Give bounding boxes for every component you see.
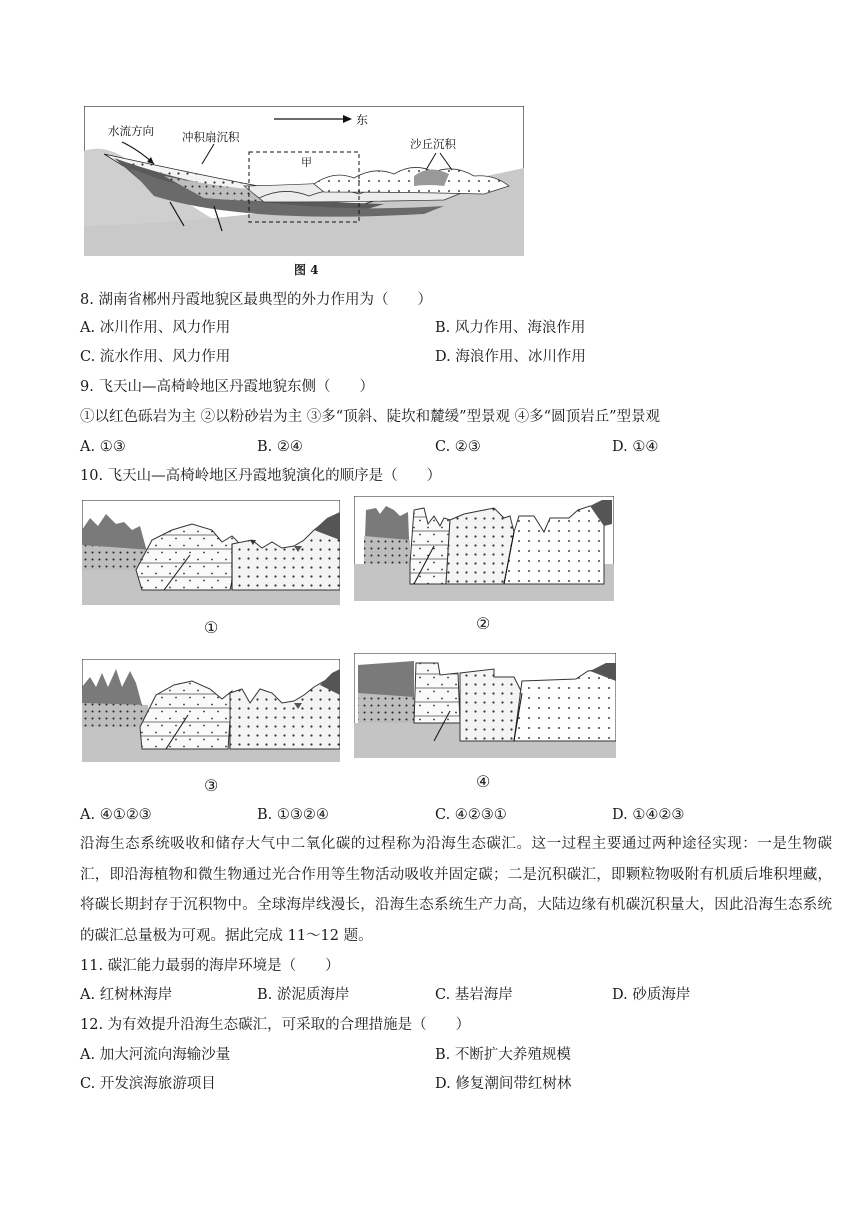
q8-stem: 8. 湖南省郴州丹霞地貌区最典型的外力作用为（ ）	[80, 292, 432, 308]
q12-option-b[interactable]: B. 不断扩大养殖规模	[435, 1047, 571, 1063]
q10-panel-4-label: ④	[476, 772, 491, 791]
q9-option-d[interactable]: D. ①④	[612, 439, 659, 455]
q12-option-c[interactable]: C. 开发滨海旅游项目	[80, 1076, 216, 1092]
figure-4-diagram	[84, 106, 524, 256]
q11-option-c[interactable]: C. 基岩海岸	[435, 987, 513, 1003]
q8-option-d[interactable]: D. 海浪作用、冰川作用	[435, 349, 586, 365]
q11-stem: 11. 碳汇能力最弱的海岸环境是（ ）	[80, 958, 340, 974]
q10-panel-4	[354, 653, 616, 758]
jia-label: 甲	[301, 156, 312, 169]
q10-stem: 10. 飞天山—高椅岭地区丹霞地貌演化的顺序是（ ）	[80, 468, 442, 484]
q10-option-d[interactable]: D. ①④②③	[612, 807, 685, 823]
q8-option-a[interactable]: A. 冰川作用、风力作用	[80, 320, 231, 336]
q9-option-b[interactable]: B. ②④	[257, 439, 303, 455]
q12-stem: 12. 为有效提升沿海生态碳汇，可采取的合理措施是（ ）	[80, 1017, 471, 1033]
reading-passage: 沿海生态系统吸收和储存大气中二氧化碳的过程称为沿海生态碳汇。这一过程主要通过两种途径实现：一是生物碳汇，即沿海植物和微生物通过光合作用等生物活动吸收并固定碳；二是沉积碳汇，即颗粒物吸附有机质后堆积埋藏，将碳长期封存于沉积物中。全球海岸线漫长，沿海生态系统生产力高，大陆边缘有机碳沉积量大，因此沿海生态系统的碳汇总量极为可观。据此完成 11～12 题。	[80, 836, 832, 944]
q12-option-a[interactable]: A. 加大河流向海输沙量	[80, 1047, 231, 1063]
q10-panel-1	[82, 500, 340, 605]
q9-stem: 9. 飞天山—高椅岭地区丹霞地貌东侧（ ）	[80, 379, 374, 395]
q9-option-c[interactable]: C. ②③	[435, 439, 481, 455]
q11-option-a[interactable]: A. 红树林海岸	[80, 987, 173, 1003]
q8-option-c[interactable]: C. 流水作用、风力作用	[80, 349, 231, 365]
q11-option-b[interactable]: B. 淤泥质海岸	[257, 987, 350, 1003]
q8-option-b[interactable]: B. 风力作用、海浪作用	[435, 320, 586, 336]
q10-panel-1-label: ①	[204, 618, 219, 637]
q9-items: ①以红色砾岩为主 ②以粉砂岩为主 ③多“顶斜、陡坎和麓缓”型景观 ④多“圆顶岩丘”型景观	[80, 409, 660, 425]
q11-option-d[interactable]: D. 砂质海岸	[612, 987, 691, 1003]
q10-panel-2	[354, 496, 614, 601]
q12-option-d[interactable]: D. 修复潮间带红树林	[435, 1076, 572, 1092]
q10-option-b[interactable]: B. ①③②④	[257, 807, 329, 823]
water-flow-label: 水流方向	[108, 124, 154, 138]
q10-option-c[interactable]: C. ④②③①	[435, 807, 507, 823]
dune-label: 沙丘沉积	[410, 137, 456, 151]
q10-option-a[interactable]: A. ④①②③	[80, 807, 152, 823]
alluvial-fan-label: 冲积扇沉积	[182, 130, 240, 144]
east-label: 东	[356, 113, 369, 127]
q10-panel-2-label: ②	[476, 614, 491, 633]
q10-panel-3	[82, 659, 340, 762]
q9-option-a[interactable]: A. ①③	[80, 439, 126, 455]
figure-4-caption: 图 4	[294, 263, 319, 277]
q10-panel-3-label: ③	[204, 776, 219, 795]
